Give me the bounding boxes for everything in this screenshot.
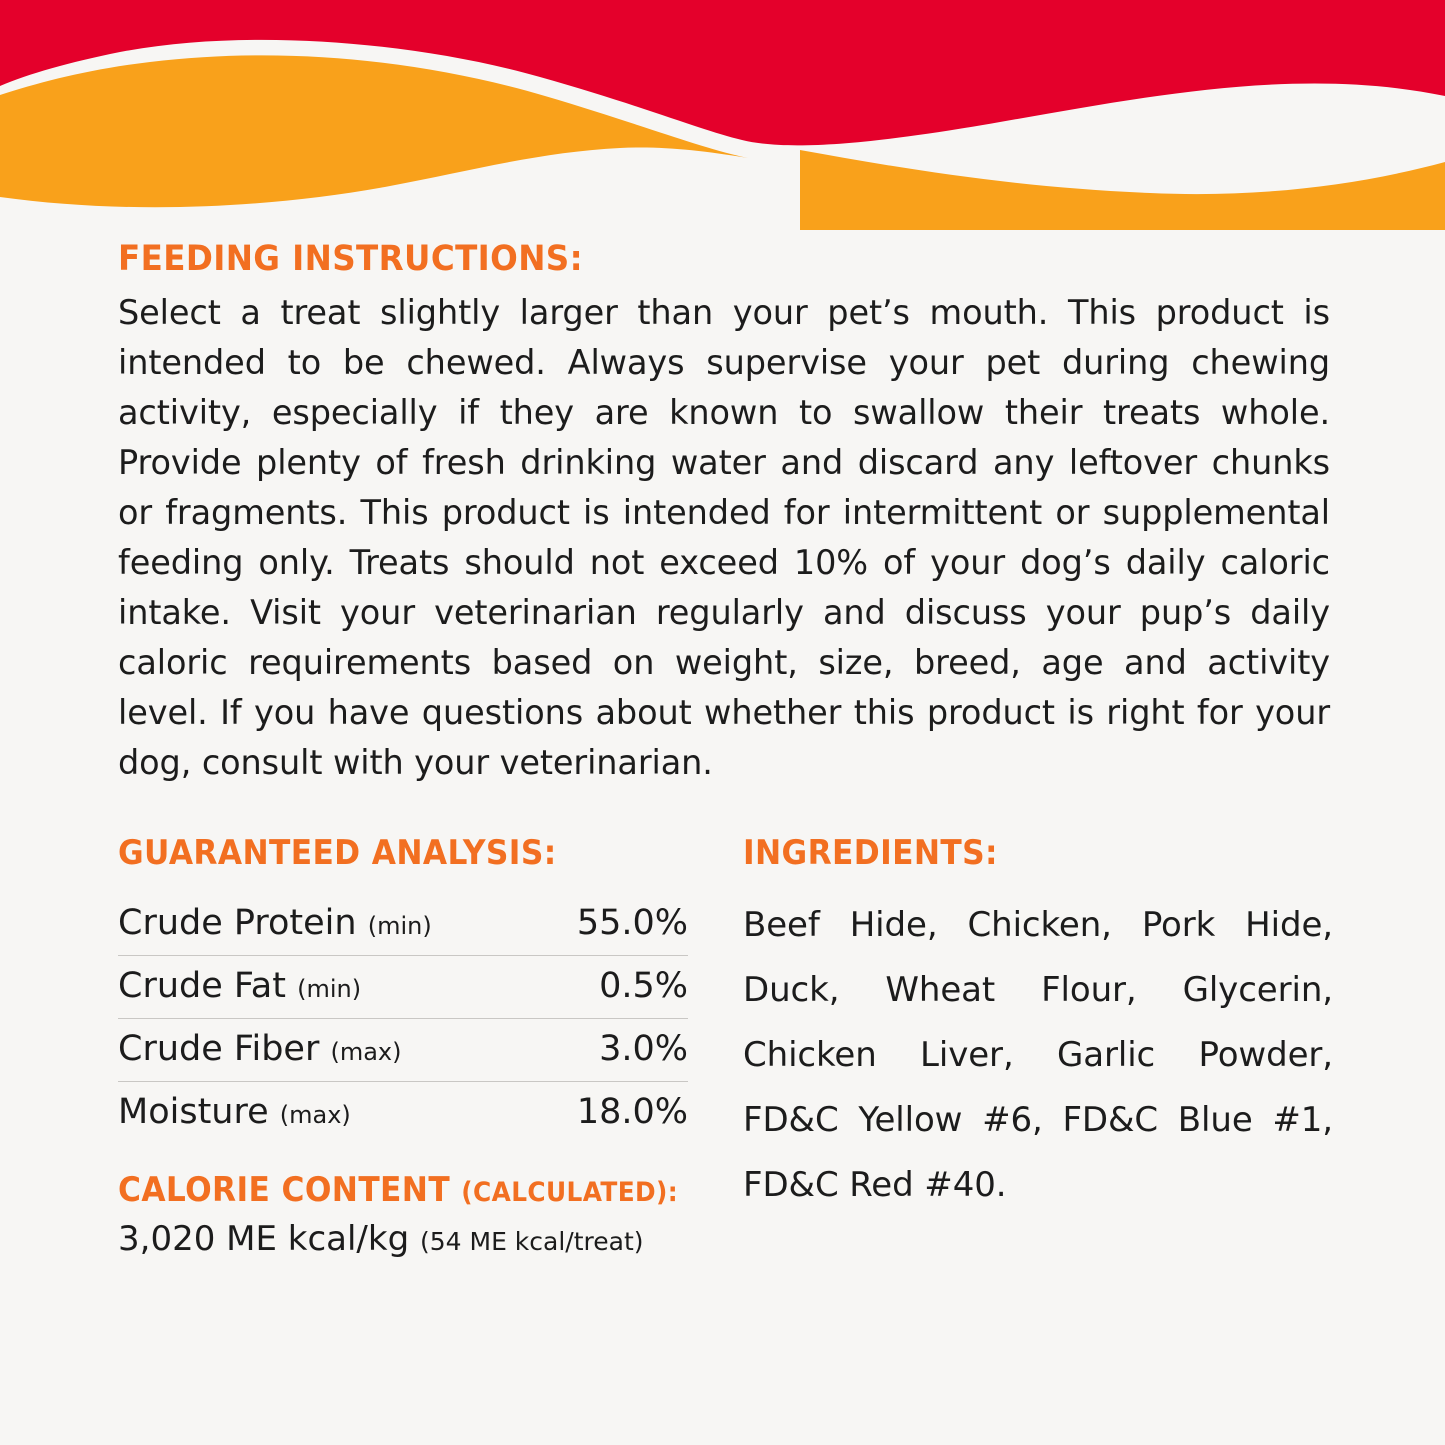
nutrient-qualifier: (max) xyxy=(330,1038,402,1066)
guaranteed-analysis-table xyxy=(118,893,688,1144)
feeding-instructions-heading: FEEDING INSTRUCTIONS: xyxy=(118,239,584,279)
decorative-wave-banner xyxy=(0,0,1445,230)
calorie-content-value xyxy=(118,1219,704,1259)
guaranteed-analysis-heading: GUARANTEED ANALYSIS: xyxy=(118,833,557,873)
nutrient-label: Crude Protein xyxy=(118,903,357,943)
label-content xyxy=(118,238,1333,1259)
ingredients-column xyxy=(743,833,1333,1259)
nutrient-name-cell xyxy=(118,893,539,956)
orange-wave-shape-right xyxy=(800,150,1445,230)
calorie-content-heading xyxy=(118,1170,679,1213)
table-row xyxy=(118,1082,688,1145)
nutrient-label: Moisture xyxy=(118,1092,269,1132)
orange-wave-shape xyxy=(0,55,748,207)
table-row xyxy=(118,893,688,956)
nutrient-label: Crude Fat xyxy=(118,966,286,1006)
calorie-content-heading-main: CALORIE CONTENT xyxy=(118,1170,451,1210)
guaranteed-analysis-column xyxy=(118,833,704,1259)
table-row xyxy=(118,956,688,1019)
nutrient-qualifier: (max) xyxy=(279,1101,351,1129)
nutrient-value-cell: 0.5% xyxy=(539,956,688,1019)
ingredients-heading: INGREDIENTS: xyxy=(743,833,998,873)
nutrient-name-cell xyxy=(118,956,539,1019)
nutrient-name-cell xyxy=(118,1082,539,1145)
nutrient-value-cell: 18.0% xyxy=(576,1092,688,1132)
red-wave-shape xyxy=(0,0,1445,145)
nutrient-value-cell: 55.0% xyxy=(539,893,688,956)
nutrient-qualifier: (min) xyxy=(297,975,362,1003)
feeding-instructions-text: Select a treat slightly larger than your pet’s mouth. This product is intended to be chewed. Always supervise your pet during chewing activity, especially if they are known to swallow their treats whole. Provide plenty of fresh drinking water and discard any leftover chunks or fragments. This product is intended for intermittent or supplemental feeding only. Treats should not exceed 10% of your dog’s daily caloric intake. Visit your veterinarian regularly and discuss your pup’s daily caloric requirements based on weight, size, breed, age and activity level. If you have questions about whether this product is right for your dog, consult with your veterinarian. xyxy=(118,293,1330,782)
calorie-kcal-per-treat: (54 ME kcal/treat) xyxy=(419,1227,644,1256)
ingredients-text: Beef Hide, Chicken, Pork Hide, Duck, Wheat Flour, Glycerin, Chicken Liver, Garlic Powder, FD&C Yellow #6, FD&C Blue #1, FD&C Red #40. xyxy=(743,905,1333,1205)
nutrient-qualifier: (min) xyxy=(367,912,432,940)
nutrient-value-cell: 3.0% xyxy=(539,1019,688,1082)
table-row xyxy=(118,1019,688,1082)
nutrient-label: Crude Fiber xyxy=(118,1029,320,1069)
lower-columns xyxy=(118,833,1333,1259)
calorie-kcal-per-kg: 3,020 ME kcal/kg xyxy=(118,1219,410,1259)
nutrient-name-cell xyxy=(118,1019,539,1082)
calorie-content-heading-calculated: (CALCULATED): xyxy=(461,1177,679,1208)
